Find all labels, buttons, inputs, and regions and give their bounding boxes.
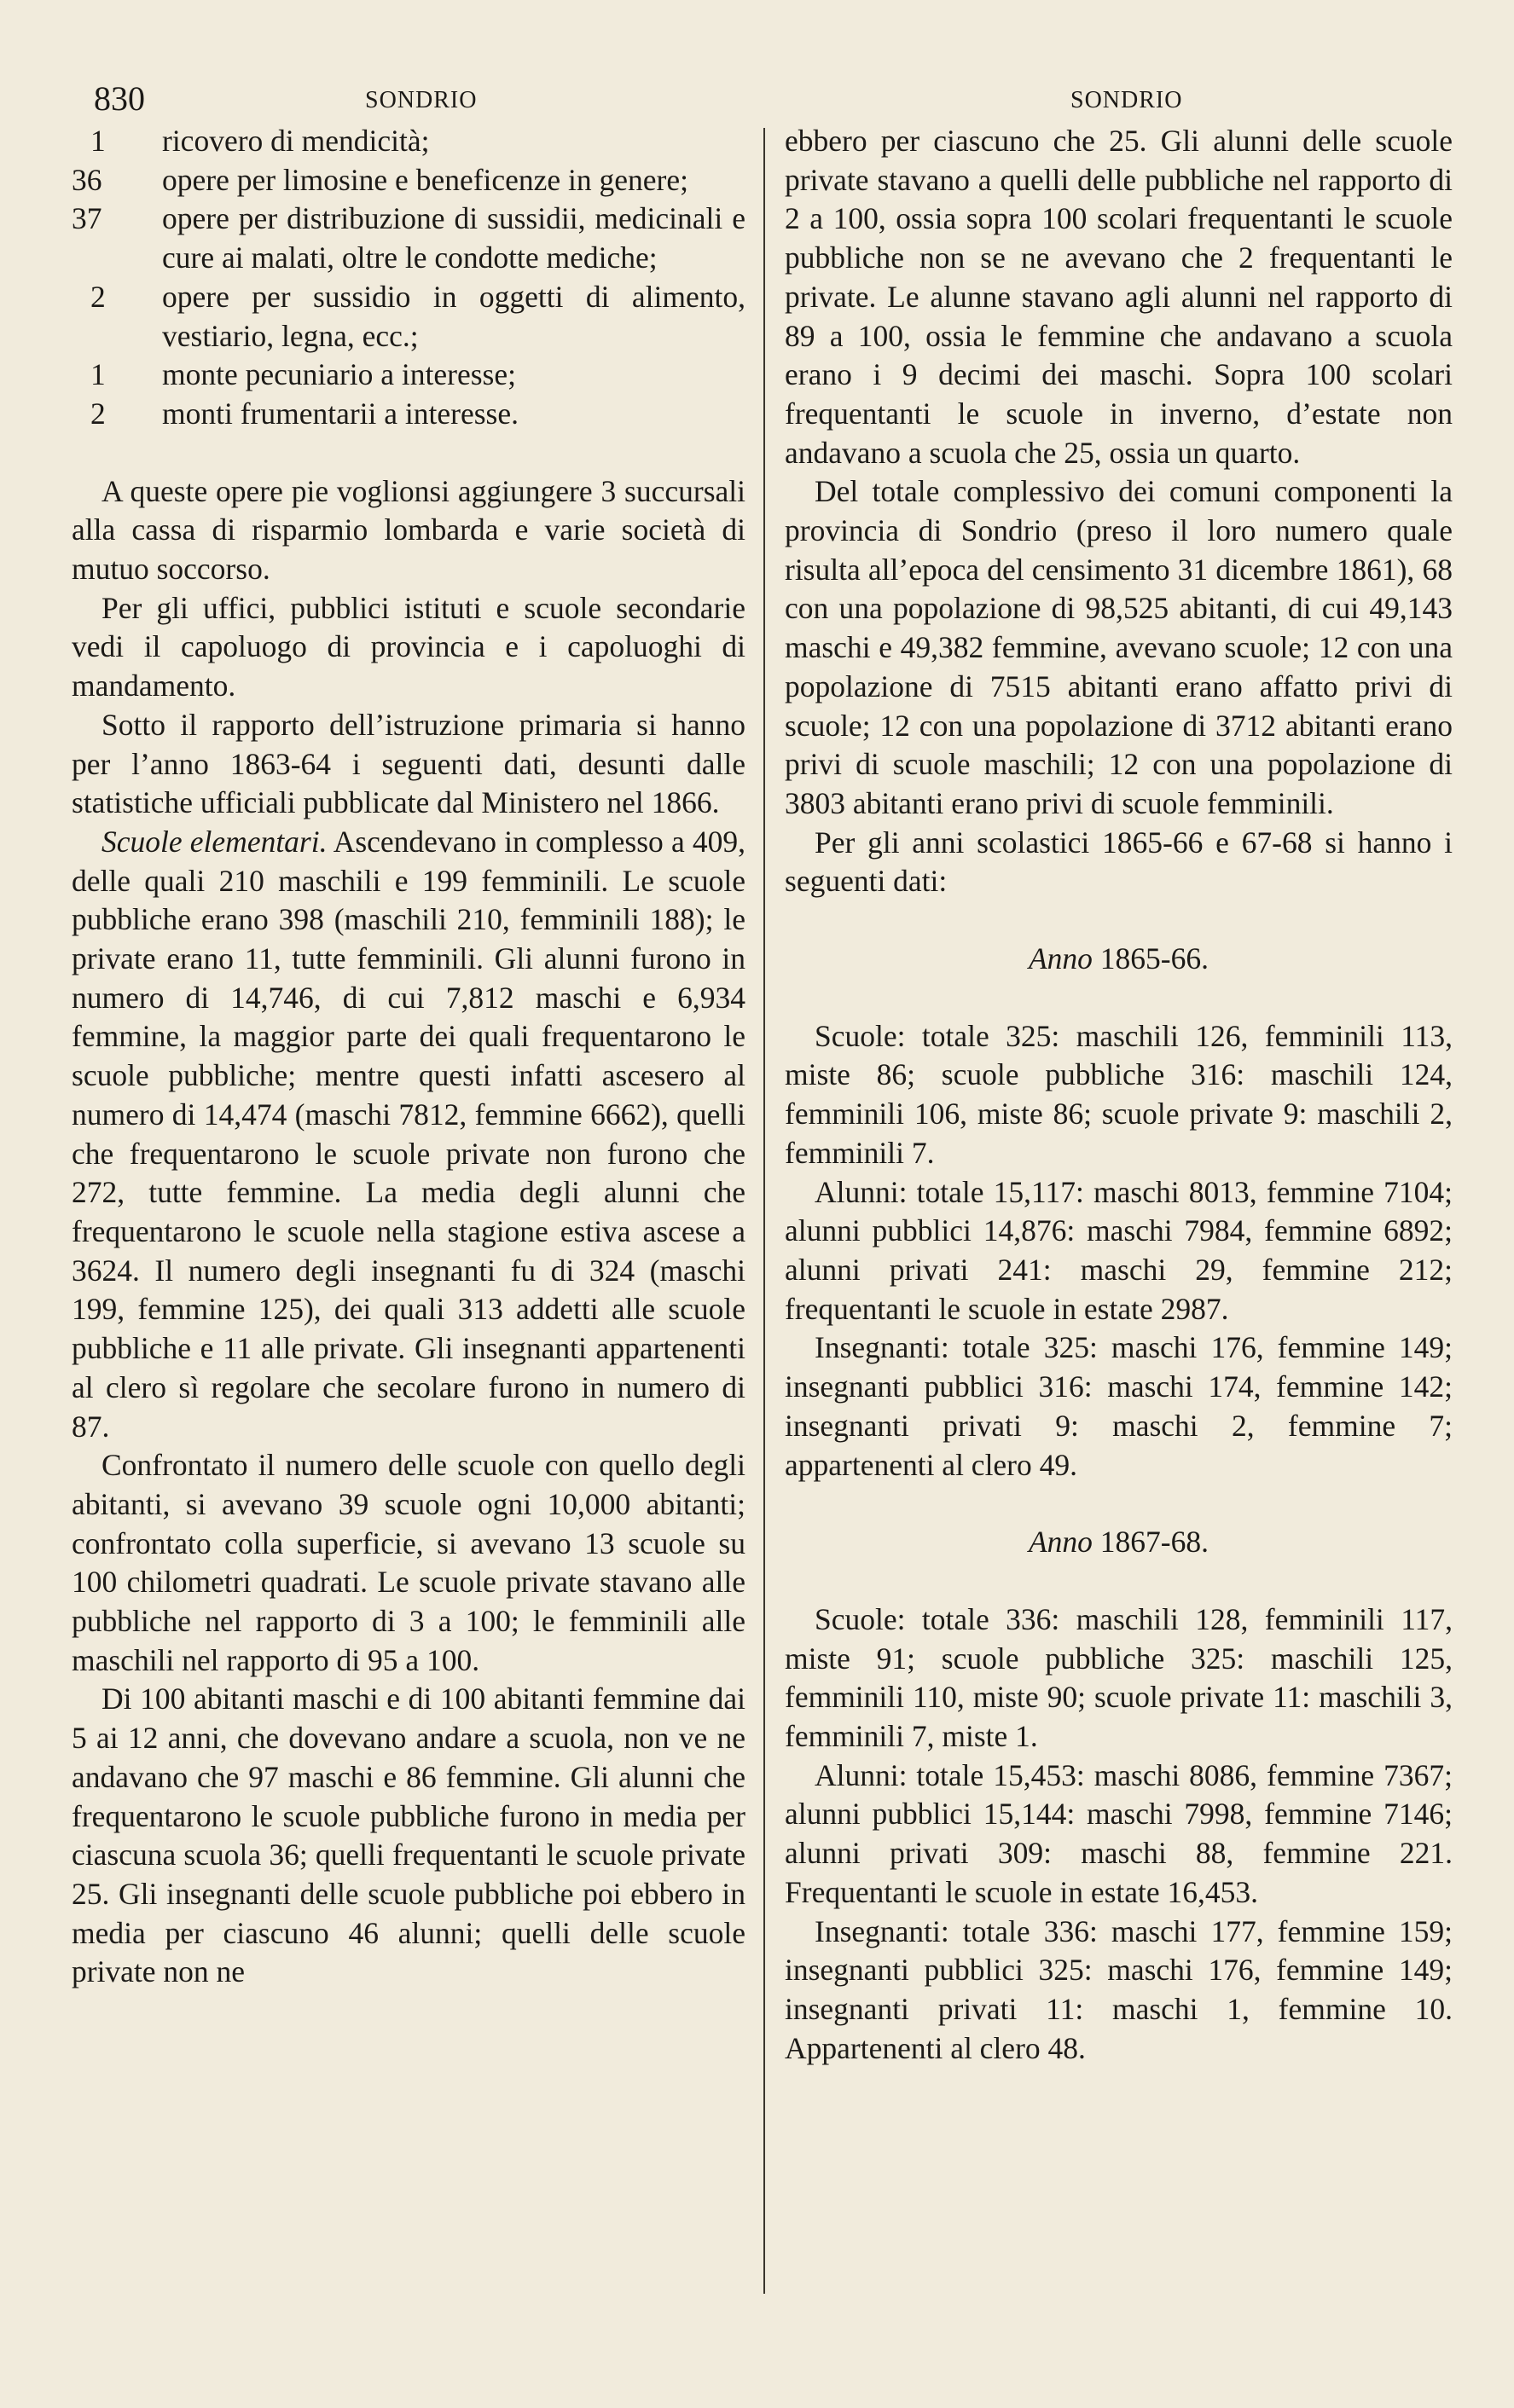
right-column: [785, 122, 1453, 2068]
paragraph: [72, 823, 745, 1446]
running-head-right: SONDRIO: [1070, 87, 1183, 113]
paragraph: ebbero per ciascuno che 25. Gli alunni delle scuole private stavano a quelli delle pubbliche nel rapporto di 2 a 100, ossia sopra 100 scolari frequentanti le scuole pubbliche non se ne avevano che 2 frequentanti le private. Le alunne stavano agli alunni nel rapporto di 89 a 100, ossia le femmine che andavano a scuola erano i 9 decimi dei maschi. Sopra 100 scolari frequentanti le scuole in inverno, d’estate non andavano a scuola che 25, ossia un quarto.: [785, 124, 1453, 470]
paragraph-text: Ascendevano in complesso a 409, delle quali 210 maschili e 199 femminili. Le scuole pubbliche erano 398 (maschili 210, femminili 188); le private erano 11, tutte femminili. Gli alunni furono in numero di 14,746, di cui 7,812 maschi e 6,934 femmine, la maggior parte dei quali frequentarono le scuole pubbliche; mentre questi infatti ascesero al numero di 14,474 (maschi 7812, femmine 6662), quelli che frequentarono le scuole private non furono che 272, tutte femmine. La media degli alunni che frequentarono le scuole nella stagione estiva ascese a 3624. Il numero degli insegnanti fu di 324 (maschi 199, femmine 125), dei quali 313 addetti alle scuole pubbliche e 11 alle private. Gli insegnanti appartenenti al clero sì regolare che secolare furono in numero di 87.: [72, 824, 746, 1444]
paragraph: Confrontato il numero delle scuole con quello degli abitanti, si avevano 39 scuole ogni 10,000 abitanti; confrontato colla superficie, si avevano 13 scuole su 100 chilometri quadrati. Le scuole private stavano alle pubbliche nel rapporto di 3 a 100; le femminili alle maschili nel rapporto di 95 a 100.: [72, 1448, 745, 1677]
list-item-number: 37: [72, 201, 102, 236]
list-item: [72, 356, 745, 395]
section-heading: [785, 1523, 1453, 1562]
paragraph: Alunni: totale 15,453: maschi 8086, femmine 7367; alunni pubblici 15,144: maschi 7998, femmine 7146; alunni privati 309: maschi 88, femmine 221. Frequentanti le scuole in estate 16,453.: [785, 1757, 1453, 1909]
paragraph: Del totale complessivo dei comuni componenti la provincia di Sondrio (preso il loro numero quale risulta all’epoca del censimento 31 dicembre 1861), 68 con una popolazione di 98,525 abitanti, di cui 49,143 maschi e 49,382 femmine, avevano scuole; 12 con una popolazione di 7515 abitanti erano affatto privi di scuole; 12 con una popolazione di 3712 abitanti erano privi di scuole maschili; 12 con una popolazione di 3803 abitanti erano privi di scuole femminili.: [785, 474, 1453, 820]
list-item-text: opere per distribuzione di sussidii, medicinali e cure ai malati, oltre le condotte mediche;: [162, 201, 745, 275]
list-item-text: opere per limosine e beneficenze in genere;: [162, 162, 688, 197]
heading-year: 1867-68.: [1099, 1525, 1209, 1560]
list-item: [72, 122, 745, 161]
paragraph: Di 100 abitanti maschi e di 100 abitanti femmine dai 5 ai 12 anni, che dovevano andare a scuola, non ve ne andavano che 97 maschi e 86 femmine. Gli alunni che frequentarono le scuole pubbliche furono in media per ciascuna scuola 36; quelli frequentanti le scuole private 25. Gli insegnanti delle scuole pubbliche poi ebbero in media per ciascuno 46 alunni; quelli delle scuole private non ne: [72, 1682, 745, 1989]
list-item-number: 2: [90, 279, 106, 314]
section-heading: [785, 940, 1453, 979]
paragraph: Sotto il rapporto dell’istruzione primaria si hanno per l’anno 1863-64 i seguenti dati, desunti dalle statistiche ufficiali pubblicate dal Ministero nel 1866.: [72, 707, 745, 820]
heading-year: 1865-66.: [1099, 941, 1209, 976]
list-item-text: monti frumentarii a interesse.: [162, 396, 519, 431]
charity-list: [72, 122, 745, 434]
heading-label: Anno: [1028, 941, 1093, 976]
paragraph: A queste opere pie voglionsi aggiungere 3 succursali alla cassa di risparmio lombarda e varie società di mutuo soccorso.: [72, 473, 745, 587]
list-item-number: 36: [72, 162, 102, 197]
list-item-number: 2: [90, 396, 106, 431]
list-item-number: 1: [90, 124, 106, 158]
paragraph: Alunni: totale 15,117: maschi 8013, femmine 7104; alunni pubblici 14,876: maschi 7984, femmine 6892; alunni privati 241: maschi 29, femmine 212; frequentanti le scuole in estate 2987.: [785, 1174, 1453, 1326]
list-item: [72, 200, 745, 277]
list-item-text: opere per sussidio in oggetti di alimento, vestiario, legna, ecc.;: [162, 279, 745, 353]
list-item-text: monte pecuniario a interesse;: [162, 357, 516, 392]
section-lead: Scuole elementari.: [102, 824, 328, 859]
running-head-left: SONDRIO: [365, 87, 478, 113]
list-item-number: 1: [90, 357, 106, 392]
list-item: [72, 161, 745, 200]
left-column: [72, 122, 745, 1992]
list-item: [72, 395, 745, 434]
paragraph: Per gli anni scolastici 1865-66 e 67-68 si hanno i seguenti dati:: [785, 825, 1453, 899]
paragraph: Scuole: totale 336: maschili 128, femminili 117, miste 91; scuole pubbliche 325: maschili 125, femminili 110, miste 90; scuole private 11: maschili 3, femminili 7, miste 1.: [785, 1601, 1453, 1754]
paragraph: Insegnanti: totale 325: maschi 176, femmine 149; insegnanti pubblici 316: maschi 174, femmine 142; insegnanti privati 9: maschi 2, femmine 7; appartenenti al clero 49.: [785, 1330, 1453, 1482]
list-item-text: ricovero di mendicità;: [162, 124, 430, 158]
heading-label: Anno: [1028, 1525, 1093, 1560]
column-divider: [763, 128, 765, 2294]
list-item: [72, 278, 745, 356]
paragraph: Scuole: totale 325: maschili 126, femminili 113, miste 86; scuole pubbliche 316: maschili 124, femminili 106, miste 86; scuole private 9: maschili 2, femminili 7.: [785, 1018, 1453, 1170]
page-number: 830: [94, 79, 145, 118]
paragraph: Per gli uffici, pubblici istituti e scuole secondarie vedi il capoluogo di provincia e i capoluoghi di mandamento.: [72, 590, 745, 703]
paragraph: Insegnanti: totale 336: maschi 177, femmine 159; insegnanti pubblici 325: maschi 176, femmine 149; insegnanti privati 11: maschi 1, femmine 10. Appartenenti al clero 48.: [785, 1913, 1453, 2065]
